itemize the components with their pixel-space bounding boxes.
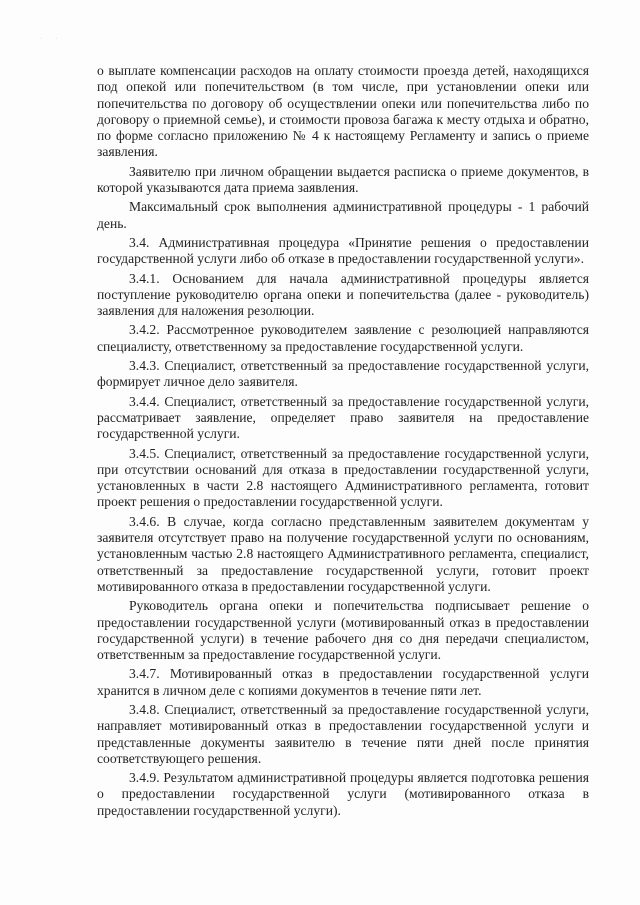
paragraph-3-4-2: 3.4.2. Рассмотренное руководителем заявление с резолюцией направляются специалисту, ответственному за предоставление государственной услуги.	[97, 322, 589, 354]
paragraph-head-signs: Руководитель органа опеки и попечительства подписывает решение о предоставлении государственной услуги (мотивированный отказ в предоставлении государственной услуги) в течение рабочего дня со дня передачи специалистом, ответственным за предоставление государственной услуги.	[97, 598, 589, 663]
paragraph-3-4-4: 3.4.4. Специалист, ответственный за предоставление государственной услуги, рассматривает заявление, определяет право заявителя на предоставление государственной услуги.	[97, 393, 589, 442]
scan-corner-marks: · ·	[40, 36, 64, 42]
paragraph-3-4-6: 3.4.6. В случае, когда согласно представленным заявителем документам у заявителя отсутствует право на получение государственной услуги по основаниям, установленным частью 2.8 настоящего Административного регламента, специалист, ответственный за предоставление государственной услуги, готовит проект мотивированного отказа в предоставлении государственной услуги.	[97, 513, 589, 594]
paragraph-3-4-5: 3.4.5. Специалист, ответственный за предоставление государственной услуги, при отсутствии оснований для отказа в предоставлении государственной услуги, установленных в части 2.8 настоящего Административного регламента, готовит проект решения о предоставлении государственной услуги.	[97, 445, 589, 510]
paragraph-continuation: о выплате компенсации расходов на оплату стоимости проезда детей, находящихся под опекой или попечительством (в том числе, при установлении опеки или попечительства по договору об осуществлении опеки или попечительства либо по договору о приемной семье), и стоимости провоза багажа к месту отдыха и обратно, по форме согласно приложению № 4 к настоящему Регламенту и запись о приеме заявления.	[97, 63, 589, 160]
paragraph-receipt: Заявителю при личном обращении выдается расписка о приеме документов, в которой указываются дата приема заявления.	[97, 163, 589, 196]
document-body	[97, 63, 589, 819]
paragraph-3-4-3: 3.4.3. Специалист, ответственный за предоставление государственной услуги, формирует личное дело заявителя.	[97, 358, 589, 390]
paragraph-max-term: Максимальный срок выполнения административной процедуры - 1 рабочий день.	[97, 199, 589, 231]
paragraph-3-4-7: 3.4.7. Мотивированный отказ в предоставлении государственной услуги хранится в личном деле с копиями документов в течение пяти лет.	[97, 666, 589, 698]
section-3-4-heading: 3.4. Административная процедура «Принятие решения о предоставлении государственной услуги либо об отказе в предоставлении государственной услуги».	[97, 234, 589, 267]
paragraph-3-4-8: 3.4.8. Специалист, ответственный за предоставление государственной услуги, направляет мотивированный отказ в предоставлении государственной услуги и представленные документы заявителю в течение пяти дней после принятия соответствующего решения.	[97, 701, 589, 766]
paragraph-3-4-9: 3.4.9. Результатом административной процедуры является подготовка решения о предоставлении государственной услуги (мотивированного отказа в предоставлении государственной услуги).	[97, 770, 589, 818]
paragraph-3-4-1: 3.4.1. Основанием для начала административной процедуры является поступление руководителю органа опеки и попечительства (далее - руководитель) заявления для наложения резолюции.	[97, 270, 589, 319]
